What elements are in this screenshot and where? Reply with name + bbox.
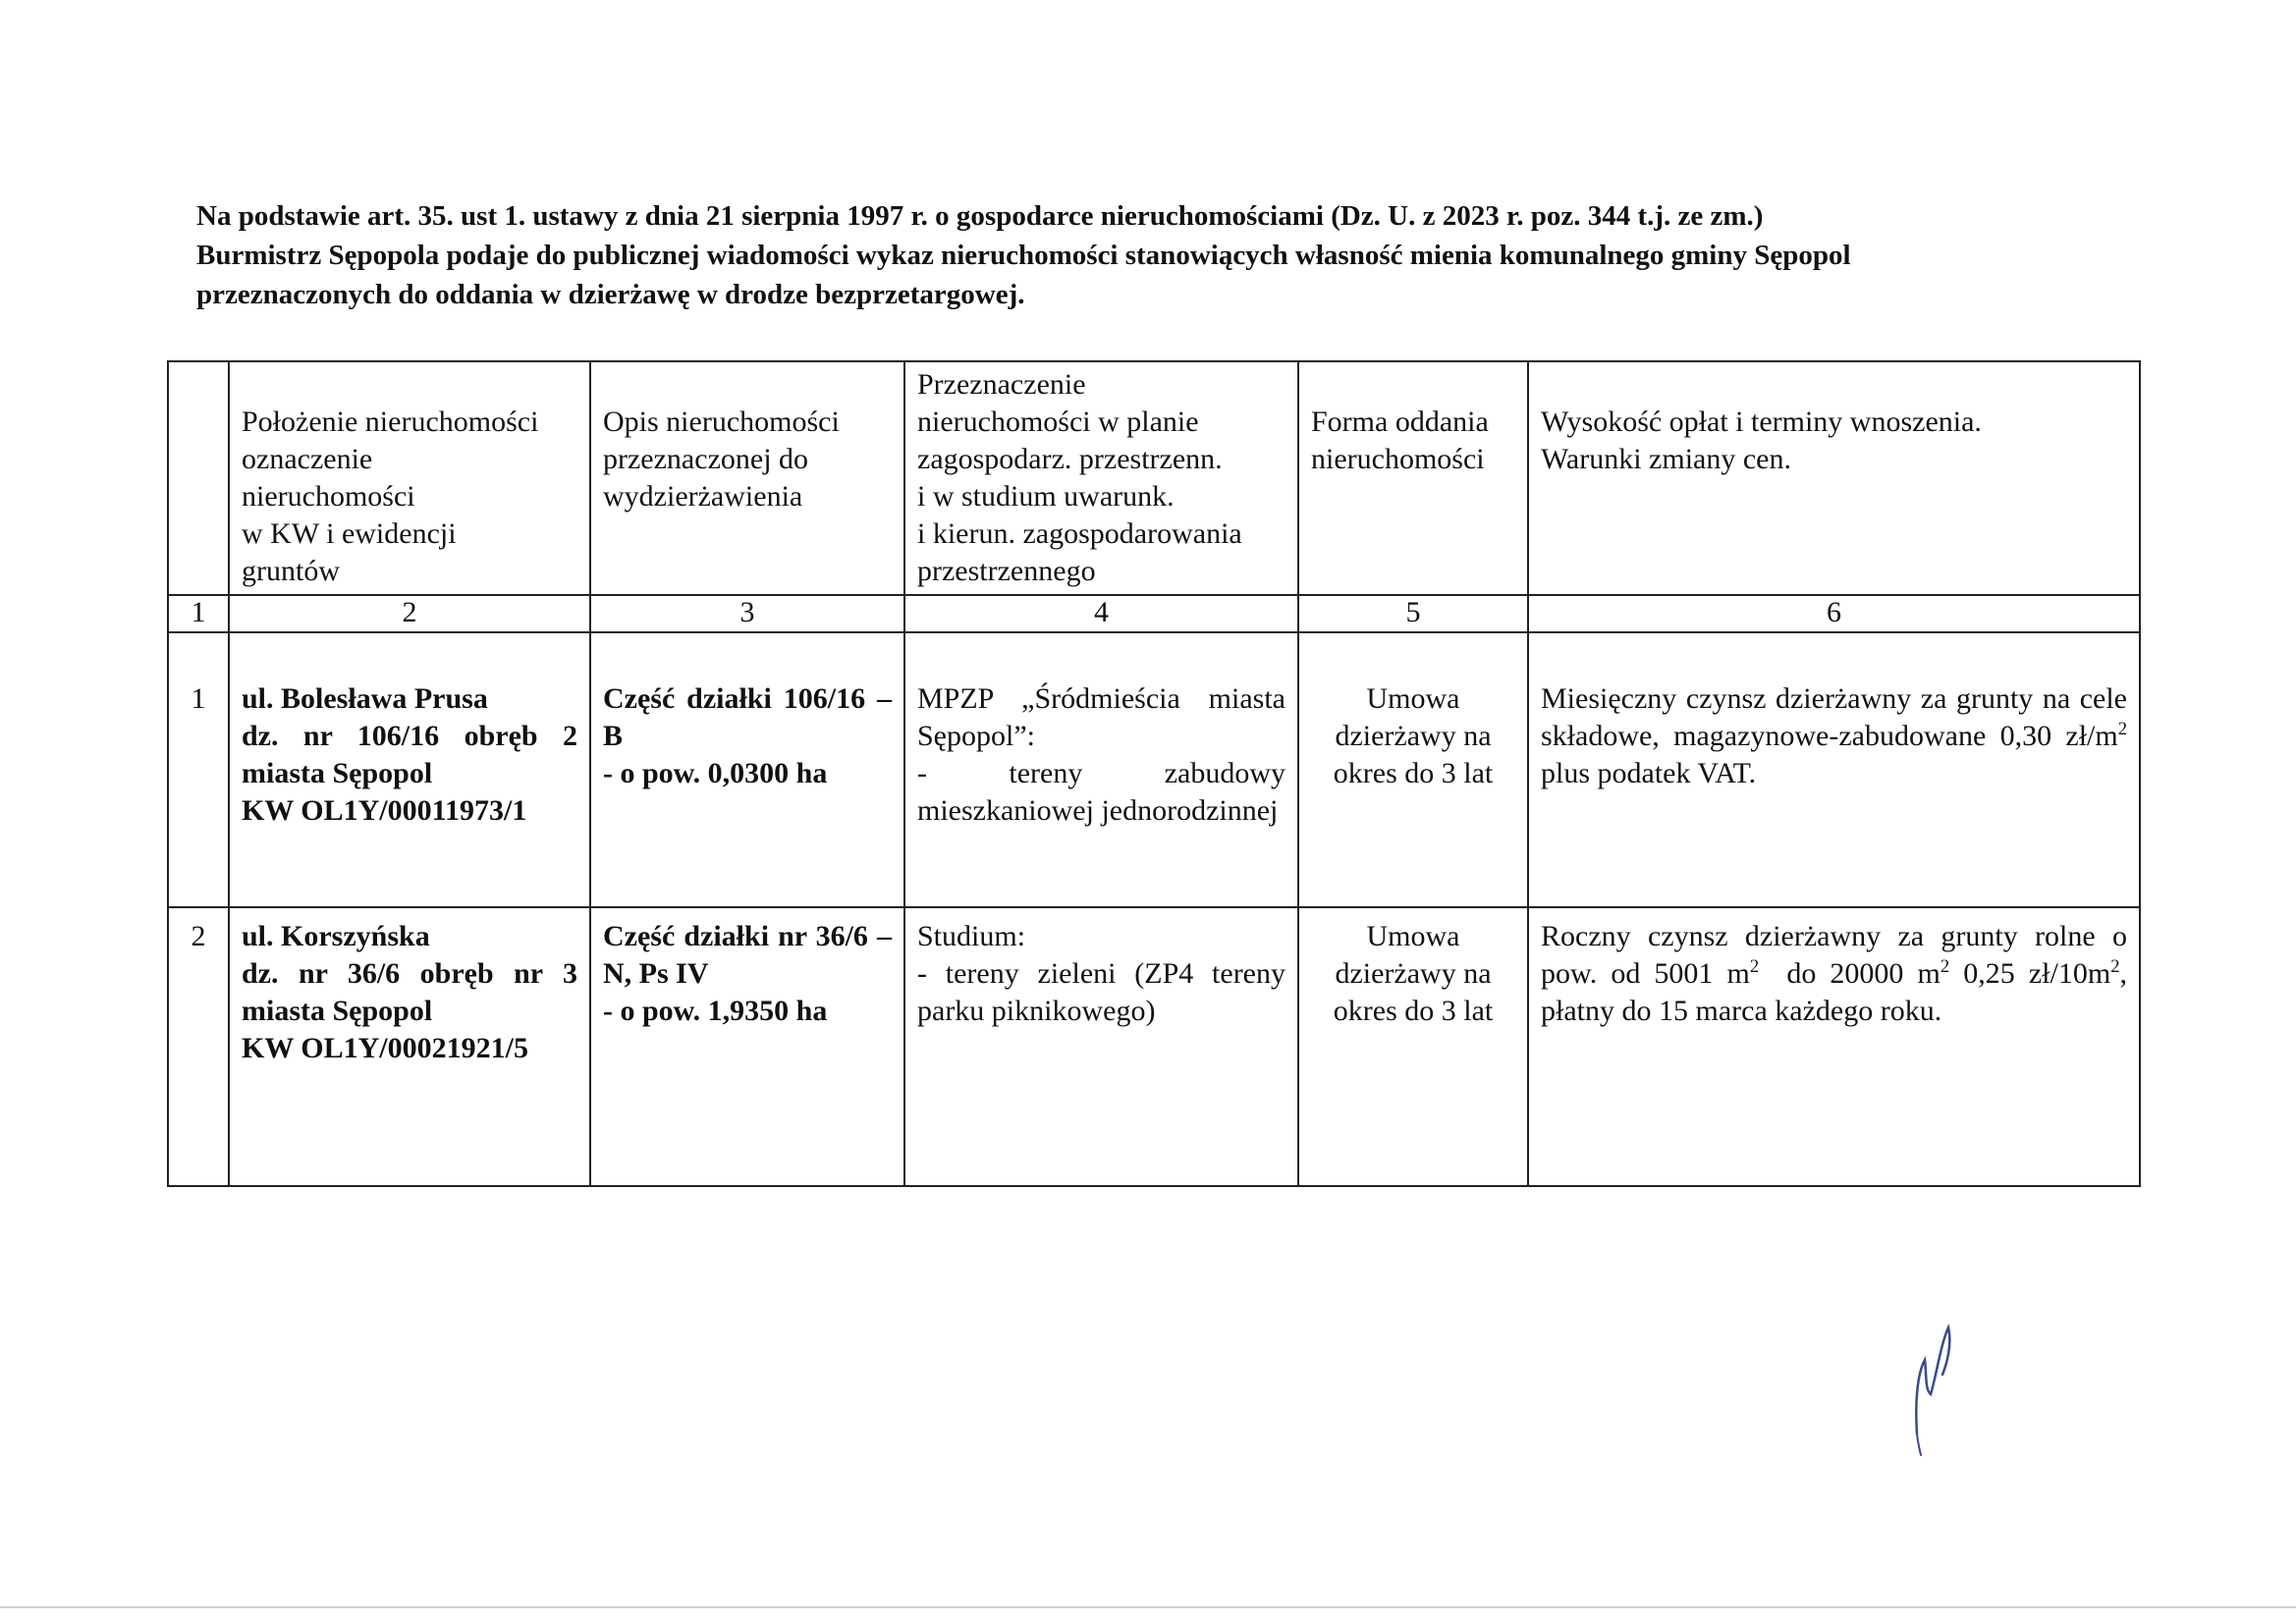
intro-paragraph <box>196 196 2151 314</box>
column-number: 2 <box>229 595 590 632</box>
row-lp: 1 <box>168 632 229 907</box>
column-number: 1 <box>168 595 229 632</box>
table-row <box>168 907 2140 1186</box>
intro-line-2: Burmistrz Sępopola podaje do publicznej wiadomości wykaz nieruchomości stanowiących własność mienia komunalnego gminy Sępopol <box>196 240 1851 271</box>
row-fees: Miesięczny czynsz dzierżawny za grunty na cele składowe, magazynowe-zabudowane 0,30 $zł/m^2$ plus podatek VAT. <box>1528 632 2140 907</box>
header-description: Opis nieruchomości przeznaczonej do wydzierżawienia <box>590 361 904 595</box>
table-row <box>168 632 2140 907</box>
property-list-table <box>167 360 2141 1187</box>
column-number: 5 <box>1298 595 1528 632</box>
column-number: 3 <box>590 595 904 632</box>
header-lp <box>168 361 229 595</box>
row-fees: Roczny czynsz dzierżawny za grunty rolne o pow. od 5001 $m^2$ do 20000 $m^2$ 0,25 $zł/10m^2$, płatny do 15 marca każdego roku. <box>1528 907 2140 1186</box>
row-location: ul. Korszyńska dz. nr 36/6 obręb nr 3 miasta Sępopol KW OL1Y/00021921/5 <box>229 907 590 1186</box>
intro-line-3: przeznaczonych do oddania w dzierżawę w drodze bezprzetargowej. <box>196 279 1025 310</box>
intro-line-1: Na podstawie art. 35. ust 1. ustawy z dnia 21 sierpnia 1997 r. o gospodarce nieruchomościami (Dz. U. z 2023 r. poz. 344 t.j. ze zm.) <box>196 200 1764 232</box>
row-description: Część działki 106/16 – B - o pow. 0,0300 ha <box>590 632 904 907</box>
row-purpose: MPZP „Śródmieścia miasta Sępopol”: - tereny zabudowy mieszkaniowej jednorodzinnej <box>904 632 1298 907</box>
header-form: Forma oddania nieruchomości <box>1298 361 1528 595</box>
row-description: Część działki nr 36/6 – N, Ps IV - o pow. 1,9350 ha <box>590 907 904 1186</box>
header-purpose: Przeznaczenie nieruchomości w planie zagospodarz. przestrzenn. i w studium uwarunk. i kierun. zagospodarowania przestrzennego <box>904 361 1298 595</box>
row-location: ul. Bolesława Prusa dz. nr 106/16 obręb 2 miasta Sępopol KW OL1Y/00011973/1 <box>229 632 590 907</box>
column-number: 6 <box>1528 595 2140 632</box>
header-fees: Wysokość opłat i terminy wnoszenia. Warunki zmiany cen. <box>1528 361 2140 595</box>
row-form: Umowa dzierżawy na okres do 3 lat <box>1298 907 1528 1186</box>
handwritten-initials <box>1903 1306 1962 1463</box>
row-purpose: Studium: - tereny zieleni (ZP4 tereny parku piknikowego) <box>904 907 1298 1186</box>
row-lp: 2 <box>168 907 229 1186</box>
column-number-row <box>168 595 2140 632</box>
header-location: Położenie nieruchomości oznaczenie nieruchomości w KW i ewidencji gruntów <box>229 361 590 595</box>
column-number: 4 <box>904 595 1298 632</box>
table-header-row <box>168 361 2140 595</box>
scan-edge-line <box>0 1606 2296 1608</box>
row-form: Umowa dzierżawy na okres do 3 lat <box>1298 632 1528 907</box>
